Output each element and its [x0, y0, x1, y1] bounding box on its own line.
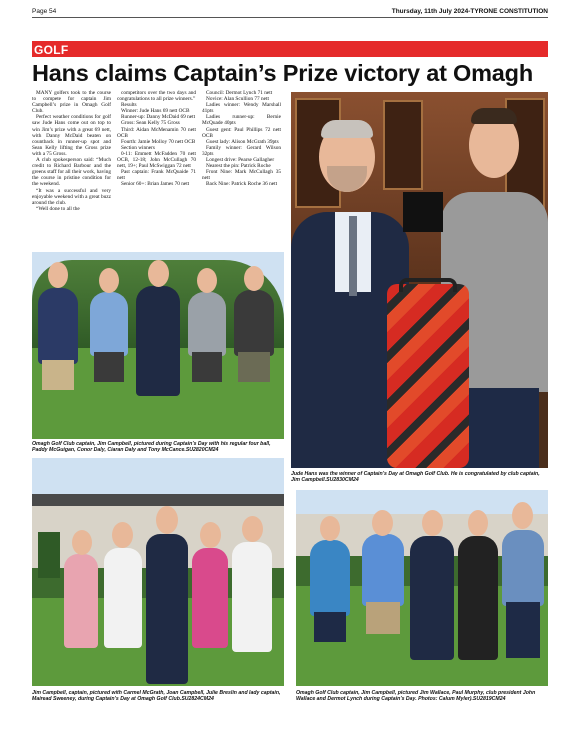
paragraph: Back Nine: Patrick Roche 36 nett: [206, 181, 278, 188]
paragraph: Gross: Sean Kelly 75 Gross: [121, 120, 180, 127]
paragraph: Longest drive: Pearse Gallagher: [206, 157, 275, 164]
photo-winner-caption: Jude Hans was the winner of Captain’s Day at Omagh Golf Club. He is congratulated by club captain, Jim Campbell.SU2830CM24: [291, 471, 540, 483]
paragraph: Novice: Alan Scullion 77 nett: [206, 96, 269, 103]
paragraph: Runner-up: Danny McDaid 69 nett: [121, 114, 196, 121]
photo-president: [296, 490, 548, 686]
paragraph: Family winner: Gerard Wilson 32pts: [202, 144, 281, 157]
tie: [349, 216, 357, 296]
page-header: [32, 6, 548, 18]
captain-figure: [146, 534, 188, 684]
paragraph: 0-11: Emmett McFadden 70 nett OCB, 12-18; John McCullagh 70 nett, 19+; Paul McSwiggan 72 nett: [117, 150, 196, 170]
photo-president-caption: Omagh Golf Club captain, Jim Campbell, pictured Jim Wallace, Paul Murphy, club president John Wallace and Dermot Lynch during Captain’s Day. Photos: Calum Myler).SU2819CM24: [296, 690, 536, 702]
captain-head: [148, 260, 169, 287]
shorts: [94, 352, 124, 382]
article-column-3: [202, 90, 281, 250]
photo-ladies: [32, 458, 284, 686]
paragraph: Ladies runner-up: Bernie McQuade 40pts: [202, 114, 281, 127]
paragraph: Past captain: Frank McQuaide 71 nett: [117, 169, 196, 182]
president-figure: [458, 536, 498, 660]
golfer-head: [244, 266, 264, 291]
paragraph: Winner: Jude Hans 69 nett OCB: [121, 108, 190, 115]
golf-bag-prize: [387, 284, 469, 468]
lady-figure: [232, 542, 272, 652]
photo-four-ball-caption: Omagh Golf Club captain, Jim Campbell, pictured during Captain’s Day with his regular four ball, Paddy McGuigan, Conor Daly, Ciaran Daly and Tony McCance.SU2820CM24: [32, 441, 271, 453]
paragraph: Front Nine: Mark McCullagh 35 nett: [202, 169, 281, 182]
hair: [321, 120, 373, 138]
paragraph: Council: Dermot Lynch 71 nett: [206, 90, 273, 96]
captain-head: [422, 510, 443, 536]
golfer: [90, 292, 128, 356]
lady-figure: [64, 554, 98, 648]
golfer-head: [48, 262, 68, 288]
headline: Hans claims Captain’s Prize victory at Omagh: [32, 60, 533, 86]
lady-head: [200, 522, 221, 548]
shorts: [42, 360, 74, 390]
results-heading: Results: [121, 102, 137, 109]
golfer: [188, 292, 226, 356]
lady-head: [72, 530, 92, 555]
clubhouse-roof: [32, 494, 284, 506]
lady-head: [112, 522, 133, 548]
photo-four-ball: [32, 252, 284, 439]
golfer-head: [197, 268, 217, 293]
paragraph: “It was a successful and very enjoyable weekend with a great buzz around the club.: [32, 187, 111, 206]
paragraph: competitors over the two days and congratulations to all prize winners.”: [117, 90, 196, 103]
paragraph: Senior 60+: Brian James 70 nett: [121, 181, 190, 188]
section-label: GOLF: [34, 43, 69, 57]
shorts: [238, 352, 270, 382]
lady-figure: [104, 548, 142, 648]
trousers: [506, 602, 540, 658]
shorts: [192, 352, 222, 382]
photo-ladies-caption: Jim Campbell, captain, pictured with Carmel McGrath, Joan Campbell, Julie Breslin and lady captain, Mairead Sweeney, during Captain’s Day at Omagh Golf Club.SU2824CM24: [32, 690, 281, 702]
golfer: [502, 530, 544, 606]
paragraph: Third: Aidan McMenamin 70 nett OCB: [117, 126, 196, 139]
paragraph: Nearest the pin: Patrick Roche: [206, 163, 271, 170]
lady-head: [242, 516, 263, 542]
golfer-head: [99, 268, 119, 293]
paragraph: MANY golfers took to the course to compete for captain Jim Campbell’s prize in Omagh Golf Club.: [32, 90, 111, 115]
golfer: [310, 540, 350, 616]
shorts: [366, 602, 400, 634]
golfer: [362, 534, 404, 606]
paragraph: Fourth: Jamie Molloy 70 nett OCB: [121, 138, 196, 145]
paragraph: Ladies winner: Wendy Marshall 41pts: [202, 102, 281, 115]
date-source: Thursday, 11th July 2024-TYRONE CONSTITUTION: [391, 8, 548, 15]
paragraph: Perfect weather conditions for golf saw Jude Hans come out on top to win Jim’s prize with a great 69 nett, with Danny McDaid beaten on countback in runner-up spot and Sean Kelly lifting the Gross prize with a 75 Gross.: [32, 114, 111, 157]
shorts: [314, 612, 346, 642]
president-head: [468, 510, 488, 536]
page-number: Page 54: [32, 8, 57, 15]
sign-board: [38, 532, 60, 578]
hair: [471, 108, 517, 124]
article-column-1: [32, 90, 111, 250]
golfer: [234, 290, 274, 356]
section-banner: [32, 41, 548, 57]
captain-figure: [410, 536, 454, 660]
paragraph: “Well done to all the: [36, 205, 80, 212]
captain-head: [156, 506, 178, 534]
golfer-head: [320, 516, 340, 541]
article-column-2: [117, 90, 196, 250]
golfer: [38, 288, 78, 364]
black-box: [403, 192, 443, 232]
section-winners-heading: Section winners: [121, 144, 155, 151]
lady-figure: [192, 548, 228, 648]
paragraph: Guest gent: Paul Phillips 72 nett OCB: [202, 126, 281, 139]
photo-winner: [291, 92, 548, 468]
paragraph: Guest lady: Alison McGrath 39pts: [206, 138, 279, 145]
honours-board: [383, 100, 423, 190]
paragraph: A club spokesperson said: “Much credit to Richard Barbour and the greens staff for all their work, having the course in pristine condition for the weekend.: [32, 157, 111, 188]
captain-figure: [136, 286, 180, 396]
article-body: [32, 90, 281, 250]
bag-handle: [399, 278, 457, 292]
golfer-head: [372, 510, 393, 536]
golfer-head: [512, 502, 533, 529]
